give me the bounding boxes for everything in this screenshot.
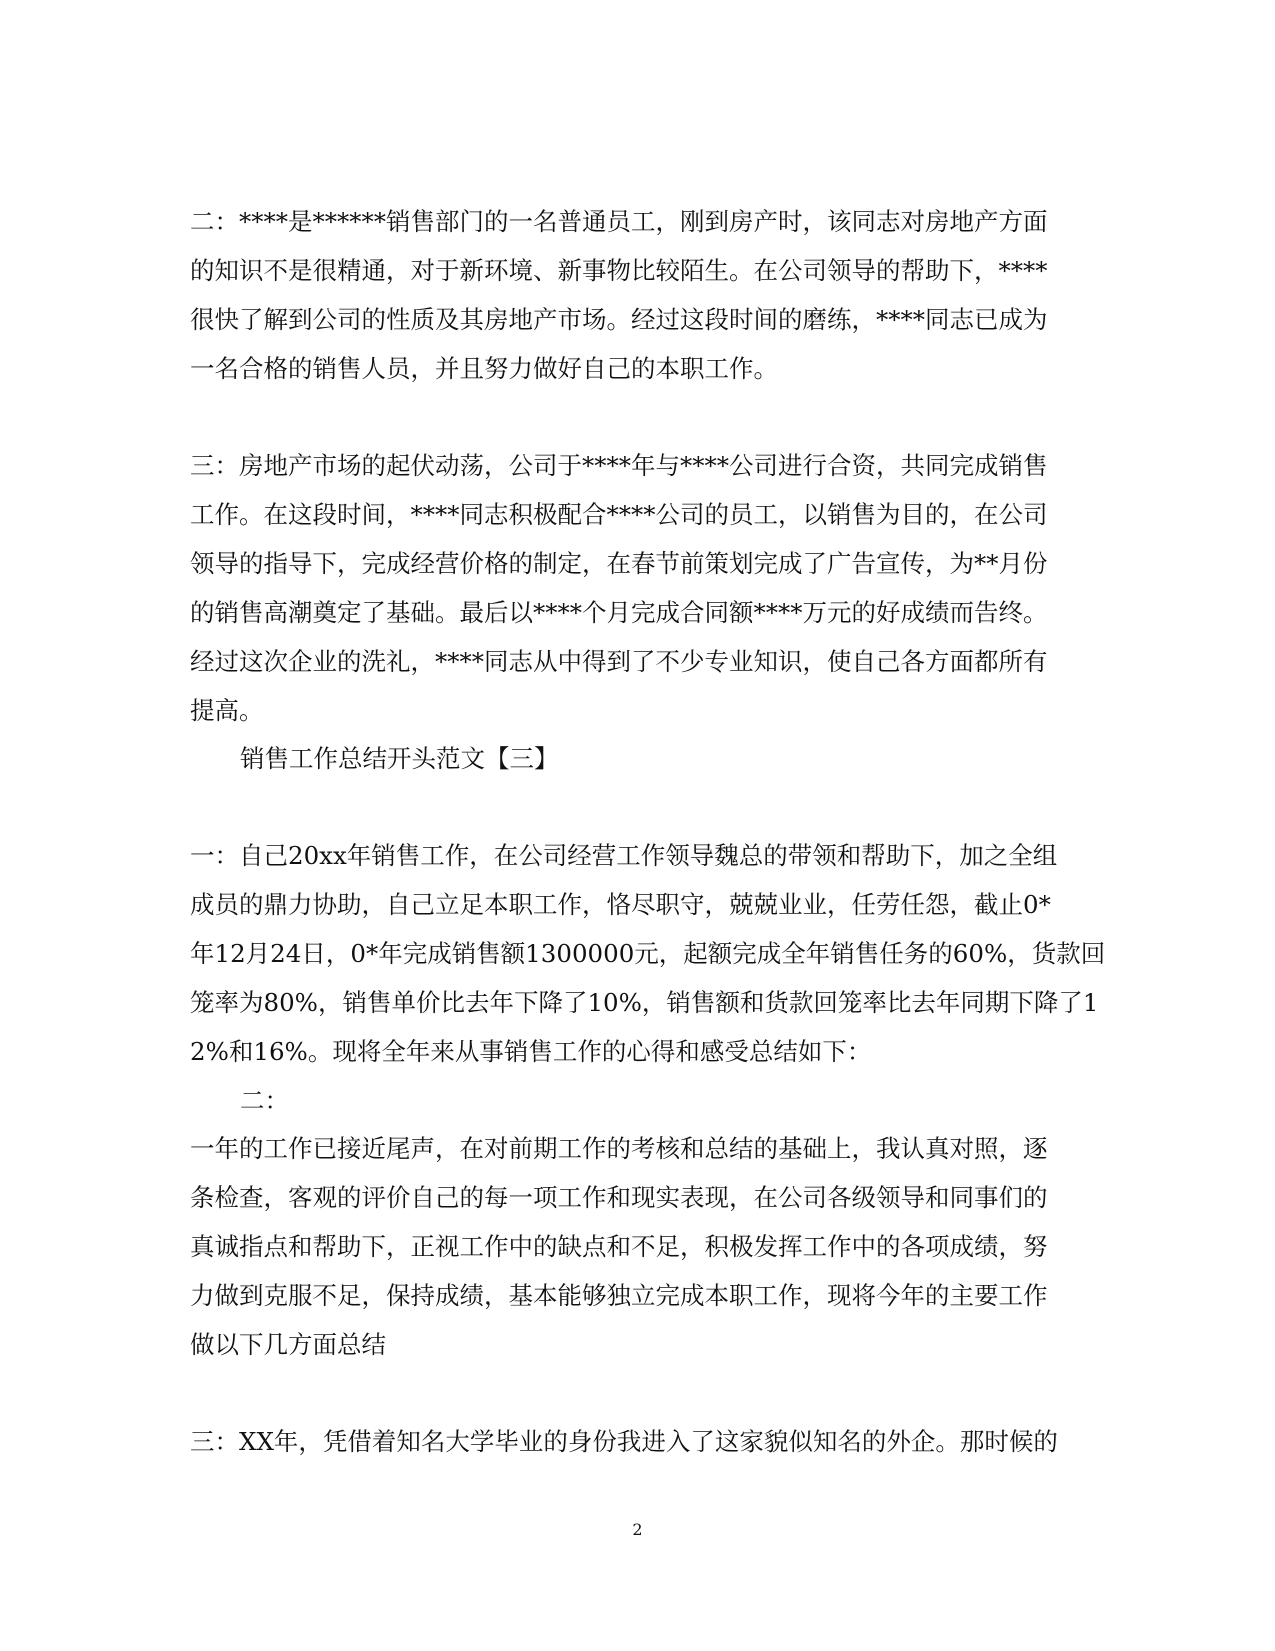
paragraph-line: 条检查，客观的评价自己的每一项工作和现实表现，在公司各级领导和同事们的: [190, 1183, 1048, 1212]
paragraph-line: 2%和16%。现将全年来从事销售工作的心得和感受总结如下：: [190, 1037, 872, 1066]
paragraph-line: 年12月24日，0*年完成销售额1300000元，起额完成全年销售任务的60%，货款回: [190, 939, 1106, 968]
paragraph-line: 三：房地产市场的起伏动荡，公司于****年与****公司进行合资，共同完成销售: [190, 451, 1048, 480]
paragraph-line: 三：XX年，凭借着知名大学毕业的身份我进入了这家貌似知名的外企。那时候的: [190, 1427, 1058, 1456]
paragraph-line: 成员的鼎力协助，自己立足本职工作，恪尽职守，兢兢业业，任劳任怨，截止0*: [190, 890, 1051, 919]
paragraph-line: 一年的工作已接近尾声，在对前期工作的考核和总结的基础上，我认真对照，逐: [190, 1134, 1048, 1163]
paragraph-line: 提高。: [190, 696, 264, 725]
paragraph-line: 做以下几方面总结: [190, 1330, 386, 1359]
paragraph-line: 工作。在这段时间，****同志积极配合****公司的员工，以销售为目的，在公司: [190, 500, 1048, 529]
paragraph-line: 很快了解到公司的性质及其房地产市场。经过这段时间的磨练，****同志已成为: [190, 305, 1048, 334]
paragraph-line: 一名合格的销售人员，并且努力做好自己的本职工作。: [190, 354, 778, 383]
paragraph-line: 一：自己20xx年销售工作，在公司经营工作领导魏总的带领和帮助下，加之全组: [190, 841, 1058, 870]
paragraph-line: 力做到克服不足，保持成绩，基本能够独立完成本职工作，现将今年的主要工作: [190, 1281, 1048, 1310]
paragraph-line: 领导的指导下，完成经营价格的制定，在春节前策划完成了广告宣传，为**月份: [190, 549, 1048, 578]
section-heading: 销售工作总结开头范文【三】: [240, 744, 559, 773]
paragraph-line: 二：****是******销售部门的一名普通员工，刚到房产时，该同志对房地产方面: [190, 207, 1048, 236]
paragraph-line: 经过这次企业的洗礼，****同志从中得到了不少专业知识，使自己各方面都所有: [190, 647, 1048, 676]
paragraph-line: 真诚指点和帮助下，正视工作中的缺点和不足，积极发挥工作中的各项成绩，努: [190, 1232, 1048, 1261]
paragraph-line: 的销售高潮奠定了基础。最后以****个月完成合同额****万元的好成绩而告终。: [190, 598, 1048, 627]
paragraph-line: 笼率为80%，销售单价比去年下降了10%，销售额和货款回笼率比去年同期下降了1: [190, 988, 1099, 1017]
page-number: 2: [632, 1520, 643, 1539]
paragraph-line: 的知识不是很精通，对于新环境、新事物比较陌生。在公司领导的帮助下，****: [190, 256, 1048, 285]
paragraph-line: 二：: [240, 1086, 289, 1115]
